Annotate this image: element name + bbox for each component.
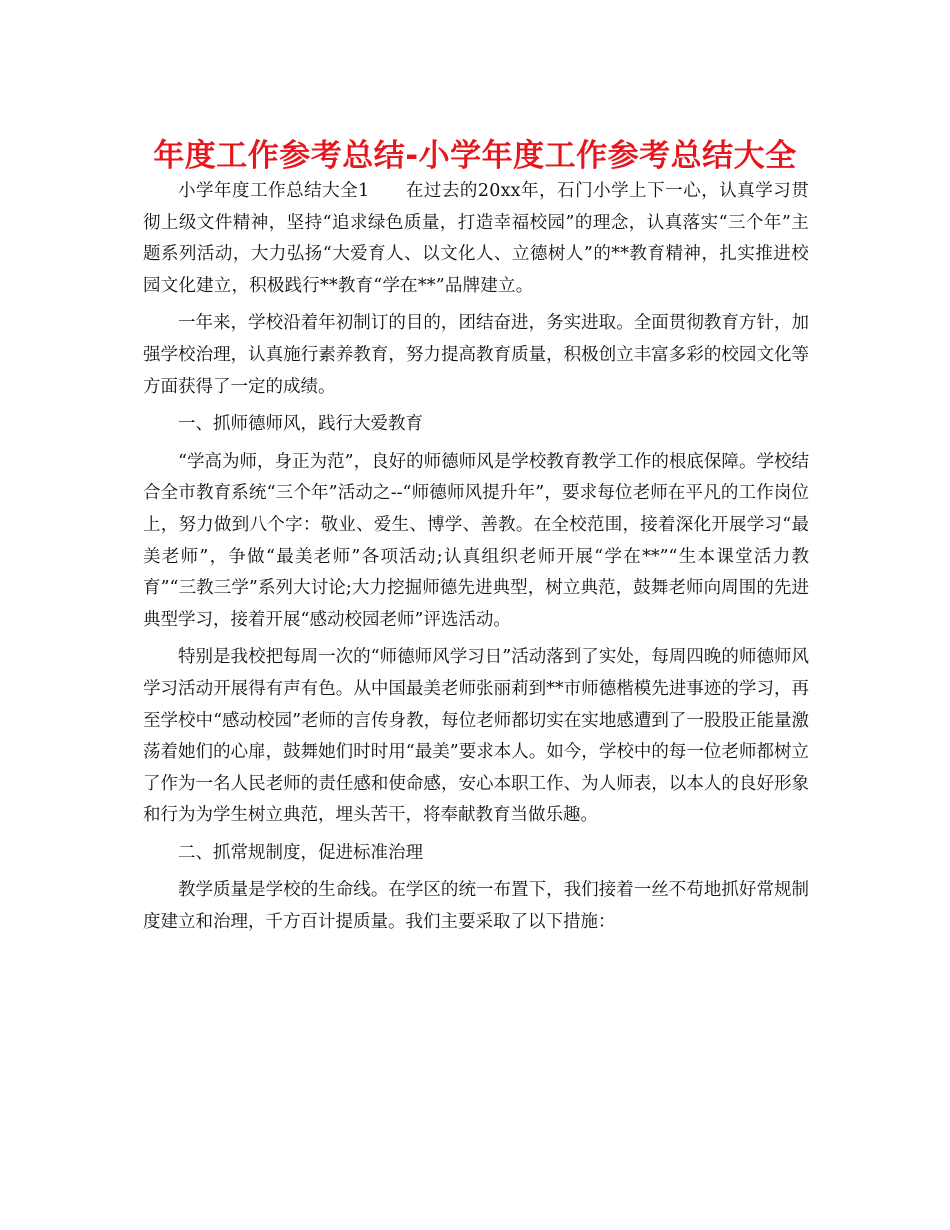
paragraph-5: 教学质量是学校的生命线。在学区的统一布置下，我们接着一丝不苟地抓好常规制度建立和治理，千方百计提质量。我们主要采取了以下措施：: [143, 880, 809, 933]
paragraph-3: “学高为师，身正为范”，良好的师德师风是学校教育教学工作的根底保障。学校结合全市教育系统“三个年”活动之--“师德师风提升年”，要求每位老师在平凡的工作岗位上，努力做到八个字：敬业、爱生、博学、善教。在全校范围，接着深化开展学习“最美老师”，争做“最美老师”各项活动;认真组织老师开展“学在**”“生本课堂活力教育”“三教三学”系列大讨论;大力挖掘师德先进典型，树立典范，鼓舞老师向周围的先进典型学习，接着开展“感动校园老师”评选活动。: [143, 451, 809, 630]
paragraph-4: 特别是我校把每周一次的“师德师风学习日”活动落到了实处，每周四晚的师德师风学习活动开展得有声有色。从中国最美老师张丽莉到**市师德楷模先进事迹的学习，再至学校中“感动校园”老师的言传身教，每位老师都切实在实地感遭到了一股股正能量激荡着她们的心扉，鼓舞她们时时用“最美”要求本人。如今，学校中的每一位老师都树立了作为一名人民老师的责任感和使命感，安心本职工作、为人师表，以本人的良好形象和行为为学生树立典范，埋头苦干，将奉献教育当做乐趣。: [143, 647, 809, 826]
document-body: [143, 176, 809, 939]
intro-paragraph: [143, 176, 809, 302]
document-title: 年度工作参考总结-小学年度工作参考总结大全: [153, 138, 797, 174]
intro-label: 小学年度工作总结大全1: [178, 181, 370, 201]
section-heading-2: 二、抓常规制度，促进标准治理: [178, 842, 423, 863]
section-heading-1: 一、抓师德师风，践行大爱教育: [178, 414, 423, 435]
paragraph-2: 一年来，学校沿着年初制订的目的，团结奋进，务实进取。全面贯彻教育方针，加强学校治理，认真施行素养教育，努力提高教育质量，积极创立丰富多彩的校园文化等方面获得了一定的成绩。: [143, 313, 809, 397]
paragraph-1-text: 在过去的20xx年，石门小学上下一心，认真学习贯彻上级文件精神，坚持“追求绿色质量，打造幸福校园”的理念，认真落实“三个年”主题系列活动，大力弘扬“大爱育人、以文化人、立德树人”的**教育精神，扎实推进校园文化建立，积极践行**教育“学在**”品牌建立。: [143, 181, 809, 296]
